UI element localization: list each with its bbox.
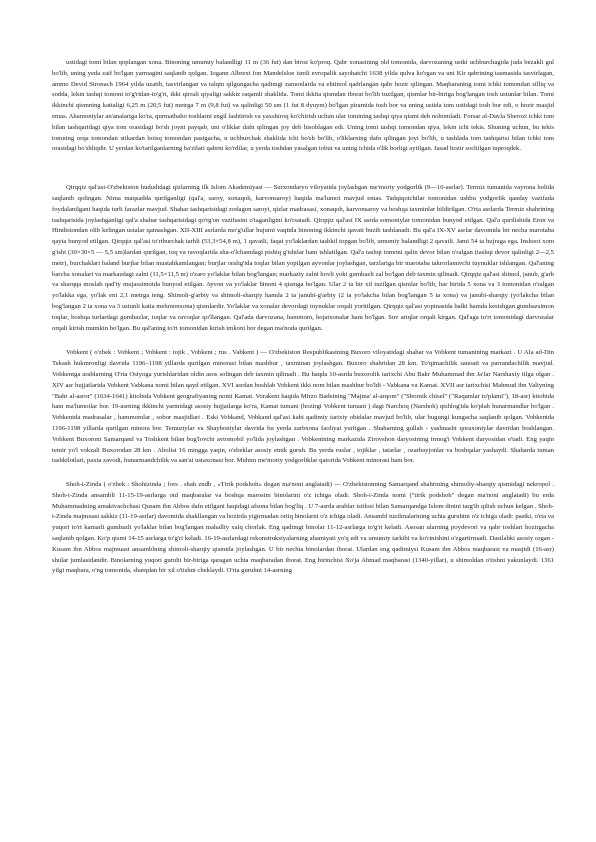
document-page [52,58,554,577]
paragraph-qirqqiz-fortress: Qirqqiz qal'asi-O'zbekiston hududidagi qizlarning ilk Islom Akademiyasi — Surxondaryo viloyatida joylashgan me'moriy yodgorlik (9—10-asrlar). Termiz tumanida vayrona holida saqlanib qolingan. Nima maqsadda qurilganligi (qal'a, saroy, xonaqoh, karvonsaroy) haqida ma'lumot mavjud emas. Tadqiqotchilar tomonidan ushbu yodgorlik qanday vazifada foydalanilgani haqida turli farazlar mavjud. Shahar tashqarisidagi zodagon saroyi, qizlar madrasasi, xonaqoh, karvonsaroy va boshqa taxminlar bildirilgan. O'rta asrlarda Termiz shahrining tashqarisida joylashganligi qal'a shahar tashqarisidagi qo'rg'on vazifasini o'taganligini ko'rsatadi. Qirqqiz qal'asi IX asrda somoniylar tomonidan bunyod etilgan. Qal'a qurilishida Eron va Hindistondan olib kelingan ustalar qatnashgan. XII-XIII asrlarda mo'g'ullar hujumi vaqtida binoning ikkinchi qavati buzib tashlanadi. Bu qal'a IX-XV asrlar davomida bir necha marotaba qayta bunyod etilgan. Qirqqiz qal'asi to'rtburchak tarhli (53,3×54,8 m), 1 qavatli, faqat yo'laklardan tashkil topgan bo'lib, umumiy balandligi 2 qavatli. Jami 54 ta hujraga ega. Inshoot xom g'isht (30×30×5 — 5,5 sm)lardan qurilgan, toq va ravoqlarida sha-o'lchamdagi pishiq g'ishtlar ham ishlatilgan. Qal'a tashqi tomoni qalin devor bilan o'ralgan (tashqi devor qalinligi 2—2,5 metr), burchaklari baland burjlar bilan mustahkamlangan; burjlar oralig'ida toqlar bilan yopilgan ayvonlar joylashgan, tarzlariga bir marotaba takrorlanuvchi tuynuklar ishlangan. Qal'aning barcha xonalari va markazdagi zalni (11,5×11,5 m) o'zaro yo'laklar bilan bog'langan; markaziy zalni hovli yoki gumbazli zal bo'lgan deb taxmin qilinadi. Qirqqiz qal'asi shimol, janub, g'arb va sharqqa moslab qad'iy mujassimotda bunyod etilgan. Ayvon va yo'laklar binoni 4 qismga bo'lgan. Ular 2 ta bir xil tuzilgan qismlar bo'lib, har birida 5 xona va 3 tomonidan o'ralgan yo'lakka ega, yo'lak eni 2,1 metrga teng. Shimoli-g'arbiy va shimoli-sharqiy hamda 2 ta janubi-g'arbiy (2 ta yo'lakcha bilan bog'langan 5 ta xona) va janubi-sharqiy (yo'lakcha bilan bog'langan 2 ta xona va 3 ustunli katta mehmonxona) qismlardir. Yo'laklar va xonalar devordagi tuynuklar orqali yoritilgan. Qirqqiz qal'asi yopinasida balki hamda kesishgan gumbazsimon toqlar, boshqa turlardagi gumbazlar, toqlar va ravoqlar qo'llangan. Qal'ada darvozana, hammom, hojatxonalar ham bo'lgan. Suv ariqlar orqali kirgan. Qal'aga to'rt tomonidagi darvozalar orqali kirish mumkin bo'lgan. Bu qal'aning to'rt tomonidan kirish imkoni bor degan ma'noda qurilgan. [52,184,554,332]
paragraph-vobkent: Vobkent ( o'zbek : Vobkent ; Vobkent : tojik , Vobkent ; rus . Vabkent ) — O'zbekiston Respublikasining Buxoro viloyatidagi shahar va Vobkent tumanining markazi . U Ala ad-Din Tekash hukmronligi davrida 1196–1198 yillarda qurilgan minorasi bilan mashhur , taxminan joylashgan. Buxoro shahridan 28 km. To'qimachilik sanoati va parrandachilik mavjud. Vobkentga arablarning O'rta Osiyoga yurishlaridan oldin asos solingan deb taxmin qilinadi . Bu haqda 10-asrda buxorolik tarixchi Abu Bakr Muhammad ibn Ja'far Narshaxiy tilga olgan . XIV asr hujjatlarida Vobkent Vabkana nomi bilan qayd etilgan. XVI asrdan boshlab Vobkent ikki nom bilan mashhur bo'ldi - Vabkana va Kamat. XVII asr tarixchisi Mahmud ibn Valiyning "Bahr al-asror" (1634-1641) kitobida Vobkent geografiyaning nomi Kamat. Vorakent haqida Mirzo Badeining "Majma' al-arqom" ("Sbornik chisel" ("Raqamlar to'plami"), 18-asr) kitobida ham ma'lumotlar bor. 19-asrning ikkinchi yarmidagi asosiy hujjatlarga ko'ra, Kamat tumani (hozirgi Vobkent tumani ) dagi Narchoq (Narshoh) qishlog'ida ko'plab hunarmandlar bo'lgan . Vobkentda madrasalar , hammomlar , sobor masjidlari . Eski Vobkand, Vobkand qal'asi kabi qadimiy tarixiy obidalar mavjud bo'lib, ular bugungi kungacha saqlanib qolgan. Vobkentda 1196-1198 yillarda qurilgan minora bor. Temuriylar va Shayboniylar davrida bu yerda zarbxona faoliyat yuritgan . Shaharning gullab - yashnashi qoraxoniylar davridan boshlangan. Vobkent Buxoroni Samarqand va Toshkent bilan bog'lovchi avtomobil yo'lida joylashgan . Vobkentning markazida Zirovshon daryosining irmog'i Vobkent daryosidan o'tadi. Eng yaqin temir yo'l vokzali Buxorodan 28 km . Aholisi 16 mingga yaqin, o'zbeklar asosiy etnik guruh. Bu yerda ruslar , tojiklar , tatarlar , ozarbayjonlar va boshqalar yashaydi. Shaharda tuman tashkilotlari, paxta zavodi, hunarmandchilik va san'at ustaxonasi bor. Muhim me'moriy yodgorliklar qatorida Vobkent minorasi ham bor. [52,349,554,465]
paragraph-pasargadae-tomb: ustidagi tomi bilan qoplangan xona. Binoning umumiy balandligi 11 m (36 fut) dan biroz ko'proq. Qabr xonasining old tomonida, darvozaning ustki uchburchagida juda bezakli gul bo'lib, uning yeda zaif bo'lgan yarmagini saqlanib qolgan. Iogann Albrext fon Mandelsloe ismli evropalik sayohatchi 1638 yilda qulva ko'rgan va uni Kir qabrining tasmasida tasvirlagan, ammo Devid Stronach 1964 yilda uzatib, tasvirlangan va talqin qilgungacha qadimgi zamonlarda va ehtimol qadrlangan qabr hozir qilingan. Maqbaraning tomi ichki tomondan silliq va sodda, lekin tashqi tomoni to'g'ridan-to'g'ri, ikki qirrali qiyaligi sakkiz raqamli shaklida. Tomi ikkita qismdan iborat bo'lib tuzilgan, qismlar bir-biriga bog'langan tosh ustunlar bilan. Tomi ikkinchi qismning kattaligi 6,25 m (20,5 fut) metrga 7 m (9,8 fut) va qalinligi 50 sm (1 fut 8 dyuym) bo'lgan piramida tosh bor va uning ustida tom ustidagi tosh bor edi, o hozir masjid emas. Ahamoniylar an'analariga ko'ra, qurmatbaho toshlarni engil lashtirish va yaxshiroq ko'chirish uchun ular tomining tashqi qiya qismi deb nohomladi. Forsar al-Davla Sherozi ichki tom bilan tashqaridagi qiya tom orasidagi bo'sh joyni payqab, uni o'liklar dafn qilingan joy deb hisoblagan edi. Uning tomi tashqi tomondan qiya, lekin ichi tekis. Shuning uchun, bu tekis tomning orqa tomondan stikardan boisq tomondan pastgacha, u uchburchak shaklida ichi bo'sh bo'lib, o'liklarning dafn qilingan joyi bo'lib, u tashlada tom tashqarisi bilan ichki tom orasidagi bo'shliqdir. U yerdan ko'tarilganlarning ba'zilari qabrni ko'rdilar, u yerda toshdan yasalgan tobut va uning ichida o'lik borligi aytilgan. Jasad hozir sochilgan tuproqdek. [52,59,554,153]
paragraph-shoh-i-zinda: Shoh-i-Zinda ( o'zbek : Shohizinda ; fors . shah zndh , «Tirik podshoh» degan ma'noni anglatadi) — O'zbekistonning Samarqand shahrining shimoliy-sharqiy qismidagi nekropol . Shoh-i-Zinda ansambli 11-15-19-asrlarga oid maqbaralar va boshqa marosim binolarini o'z ichiga oladi. Shoh-i-Zinda nomi ("tirik podshoh" degan ma'noni anglatadi) bu erda Muhammadning amakivachchasi Qusam ibn Abbos dafn etilgani haqidagi afsona bilan bog'liq . U 7-asrda arablar istilosi bilan Samarqandga Islom dinini targ'ib qilish uchun kelgan . Shoh-i-Zinda majmuasi sakkiz (11-19-asrlar) davomida shakllangan va hozirda yigirmadan ortiq binolarni o'z ichiga oladi. Ansambl tuzilmalarining uchta guruhini o'z ichiga oladi: pastki, o'rta va yuqori to'rt kamarli gumbazli yo'laklar bilan bog'langan mahalliy xalq chorlak. Eng qadimgi binolar 11-12-asrlarga to'g'ri keladi. Asosan ularning poydevori va qabr toshlari hozirgacha saqlanib qolgan. Ko'p qismi 14-15 asrlarga to'g'ri keladi. 16-19-asrlardagi rekonstruksiyalarning ahamiyati yo'q edi va umumiy tarkibi va ko'rinishini o'zgartirmadi. Dastlabki asosiy organ - Kusam ibn Abbos majmuasi ansamblning shimoli-sharqiy qismida joylashgan. U bir nechta binolardan iborat. Ulardan eng qadimiysi Kusam ibn Abbos maqbarasi va masjidi (16-asr) shular jumlasidandir. Binolarning yuqori guruhi bir-biriga qaragan uchta maqbaradan iborat. Eng birinchisi Xo'ja Ahmad maqbarasi (1340-yillar), u shimoldan o'tishni yakunlaydi. 1361 yilgi maqbara, o'ng tomonida, sharqdan bir xil o'tishni cheklaydi. O'rta guruhni 14-asrning [52,481,554,575]
